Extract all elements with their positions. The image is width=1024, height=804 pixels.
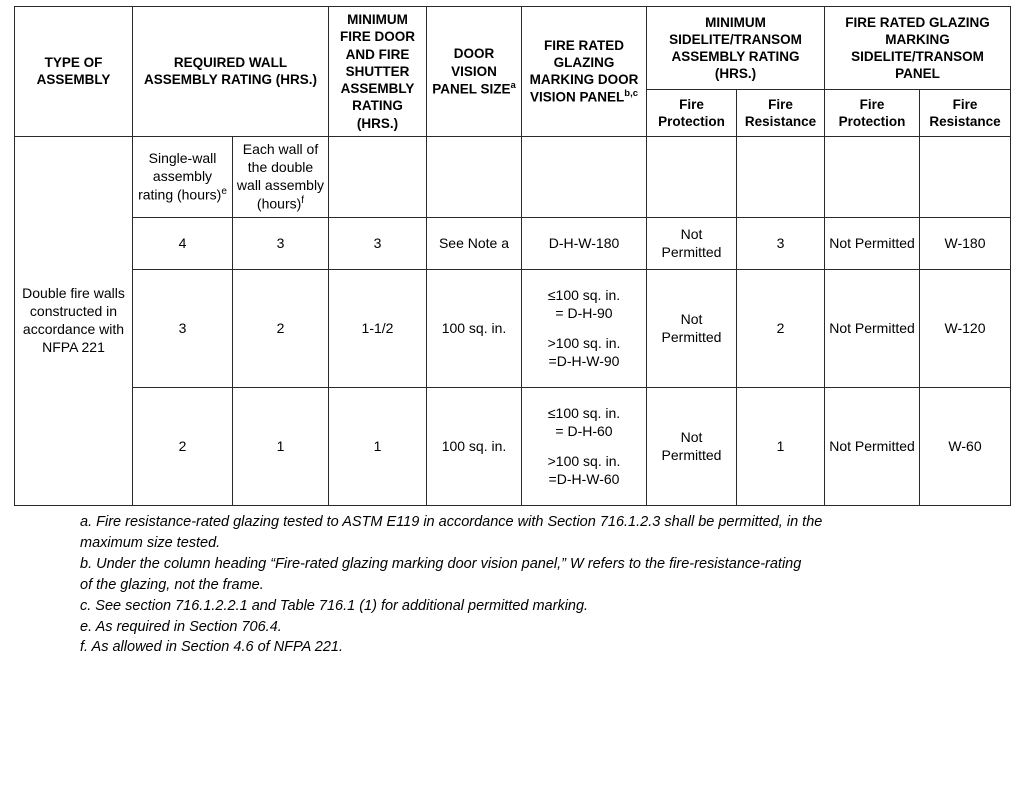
cell-spacer-5: [737, 136, 825, 217]
glazing-marking-spacer: [525, 323, 643, 335]
table-row: [15, 388, 1011, 506]
glazing-marking-line1: D-H-W-180: [548, 234, 620, 251]
glazing-marking-line2: = D-H-90: [555, 304, 613, 321]
glazing-marking-line3: >100 sq. in.: [547, 334, 621, 351]
cell-single-wall-label: [133, 136, 233, 217]
cell-spacer-6: [825, 136, 920, 217]
cell-vision-panel-size: See Note a: [427, 218, 522, 270]
table-header: [15, 7, 1011, 137]
cell-spacer-3: [522, 136, 647, 217]
footnote-marker-e: e: [221, 185, 227, 197]
header-door-vision-panel-size-text: DOOR VISION PANEL SIZE: [432, 46, 511, 97]
cell-panel-fire-protection: Not Permitted: [825, 388, 920, 506]
cell-single-wall-rating: 4: [133, 218, 233, 270]
cell-spacer-4: [647, 136, 737, 217]
header-fire-rated-glazing-marking-sidelite: FIRE RATED GLAZING MARKING SIDELITE/TRANSOM PANEL: [825, 7, 1011, 90]
cell-sidelite-fire-protection: Not Permitted: [647, 270, 737, 388]
glazing-marking-line1: ≤100 sq. in.: [547, 404, 621, 421]
table-body: [15, 136, 1011, 505]
cell-each-wall-rating: 1: [233, 388, 329, 506]
cell-door-rating: 1: [329, 388, 427, 506]
glazing-marking-line4: =D-H-W-60: [548, 470, 620, 487]
footnotes: [14, 512, 1010, 658]
footnote-marker-a: a: [510, 79, 516, 91]
cell-panel-fire-protection: Not Permitted: [825, 270, 920, 388]
footnote-c-line1: c. See section 716.1.2.2.1 and Table 716.1 (1) for additional permitted marking.: [80, 597, 589, 614]
table-row-subheader: [15, 136, 1011, 217]
fire-rating-table: [14, 6, 1011, 506]
footnote-marker-bc: b,c: [624, 88, 638, 100]
cell-glazing-marking: [522, 388, 647, 506]
footnote-e-line1: e. As required in Section 706.4.: [80, 618, 282, 635]
cell-spacer-7: [920, 136, 1011, 217]
cell-assembly-type: Double fire walls constructed in accordance with NFPA 221: [15, 136, 133, 505]
cell-panel-fire-protection: Not Permitted: [825, 218, 920, 270]
footnote-b-line1: b. Under the column heading “Fire-rated glazing marking door vision panel,” W refers to the fire-resistance-rating: [80, 555, 802, 572]
cell-single-wall-rating: 2: [133, 388, 233, 506]
header-sub-fire-protection-sidelite: Fire Protection: [647, 90, 737, 137]
header-fire-rated-glazing-marking-door: [522, 7, 647, 137]
cell-sidelite-fire-protection: Not Permitted: [647, 388, 737, 506]
glazing-marking-spacer: [525, 441, 643, 453]
table-row: [15, 270, 1011, 388]
header-sub-fire-resistance-sidelite: Fire Resistance: [737, 90, 825, 137]
cell-sidelite-fire-protection: Not Permitted: [647, 218, 737, 270]
cell-single-wall-rating: 3: [133, 270, 233, 388]
footnote-b-line2: of the glazing, not the frame.: [80, 576, 264, 593]
header-minimum-fire-door-rating: MINIMUM FIRE DOOR AND FIRE SHUTTER ASSEMBLY RATING (HRS.): [329, 7, 427, 137]
cell-vision-panel-size: 100 sq. in.: [427, 388, 522, 506]
cell-glazing-marking: [522, 218, 647, 270]
glazing-marking-line2: = D-H-60: [555, 422, 613, 439]
header-minimum-sidelite-transom-rating: MINIMUM SIDELITE/TRANSOM ASSEMBLY RATING (HRS.): [647, 7, 825, 90]
footnote-f-line1: f. As allowed in Section 4.6 of NFPA 221.: [80, 639, 344, 656]
footnote-a-line1: a. Fire resistance-rated glazing tested to ASTM E119 in accordance with Section 716.1.2.3 shall be permitted, in the: [80, 514, 823, 531]
header-row-main: [15, 7, 1011, 90]
cell-each-wall-rating: 3: [233, 218, 329, 270]
header-sub-fire-resistance-panel: Fire Resistance: [920, 90, 1011, 137]
header-door-vision-panel-size: [427, 7, 522, 137]
cell-glazing-marking: [522, 270, 647, 388]
glazing-marking-line1: ≤100 sq. in.: [547, 286, 621, 303]
header-fire-rated-glazing-marking-door-text: FIRE RATED GLAZING MARKING DOOR VISION PANEL: [529, 37, 639, 105]
cell-sidelite-fire-resistance: 1: [737, 388, 825, 506]
cell-spacer-1: [329, 136, 427, 217]
cell-each-wall-rating: 2: [233, 270, 329, 388]
cell-each-wall-label: [233, 136, 329, 217]
cell-door-rating: 3: [329, 218, 427, 270]
cell-panel-fire-resistance: W-180: [920, 218, 1011, 270]
cell-panel-fire-resistance: W-60: [920, 388, 1011, 506]
header-sub-fire-protection-panel: Fire Protection: [825, 90, 920, 137]
cell-single-wall-label-text: Single-wall assembly rating (hours): [138, 149, 222, 203]
header-type-of-assembly: TYPE OF ASSEMBLY: [15, 7, 133, 137]
table-row: [15, 218, 1011, 270]
footnote-marker-f: f: [301, 194, 305, 206]
cell-each-wall-label-text: Each wall of the double wall assembly (hours): [236, 140, 325, 212]
glazing-marking-line4: =D-H-W-90: [548, 352, 620, 369]
cell-door-rating: 1-1/2: [329, 270, 427, 388]
cell-sidelite-fire-resistance: 2: [737, 270, 825, 388]
cell-spacer-2: [427, 136, 522, 217]
cell-vision-panel-size: 100 sq. in.: [427, 270, 522, 388]
cell-sidelite-fire-resistance: 3: [737, 218, 825, 270]
footnote-a-line2: maximum size tested.: [80, 535, 221, 552]
cell-panel-fire-resistance: W-120: [920, 270, 1011, 388]
glazing-marking-line3: >100 sq. in.: [547, 452, 621, 469]
header-required-wall-assembly-rating: REQUIRED WALL ASSEMBLY RATING (HRS.): [133, 7, 329, 137]
